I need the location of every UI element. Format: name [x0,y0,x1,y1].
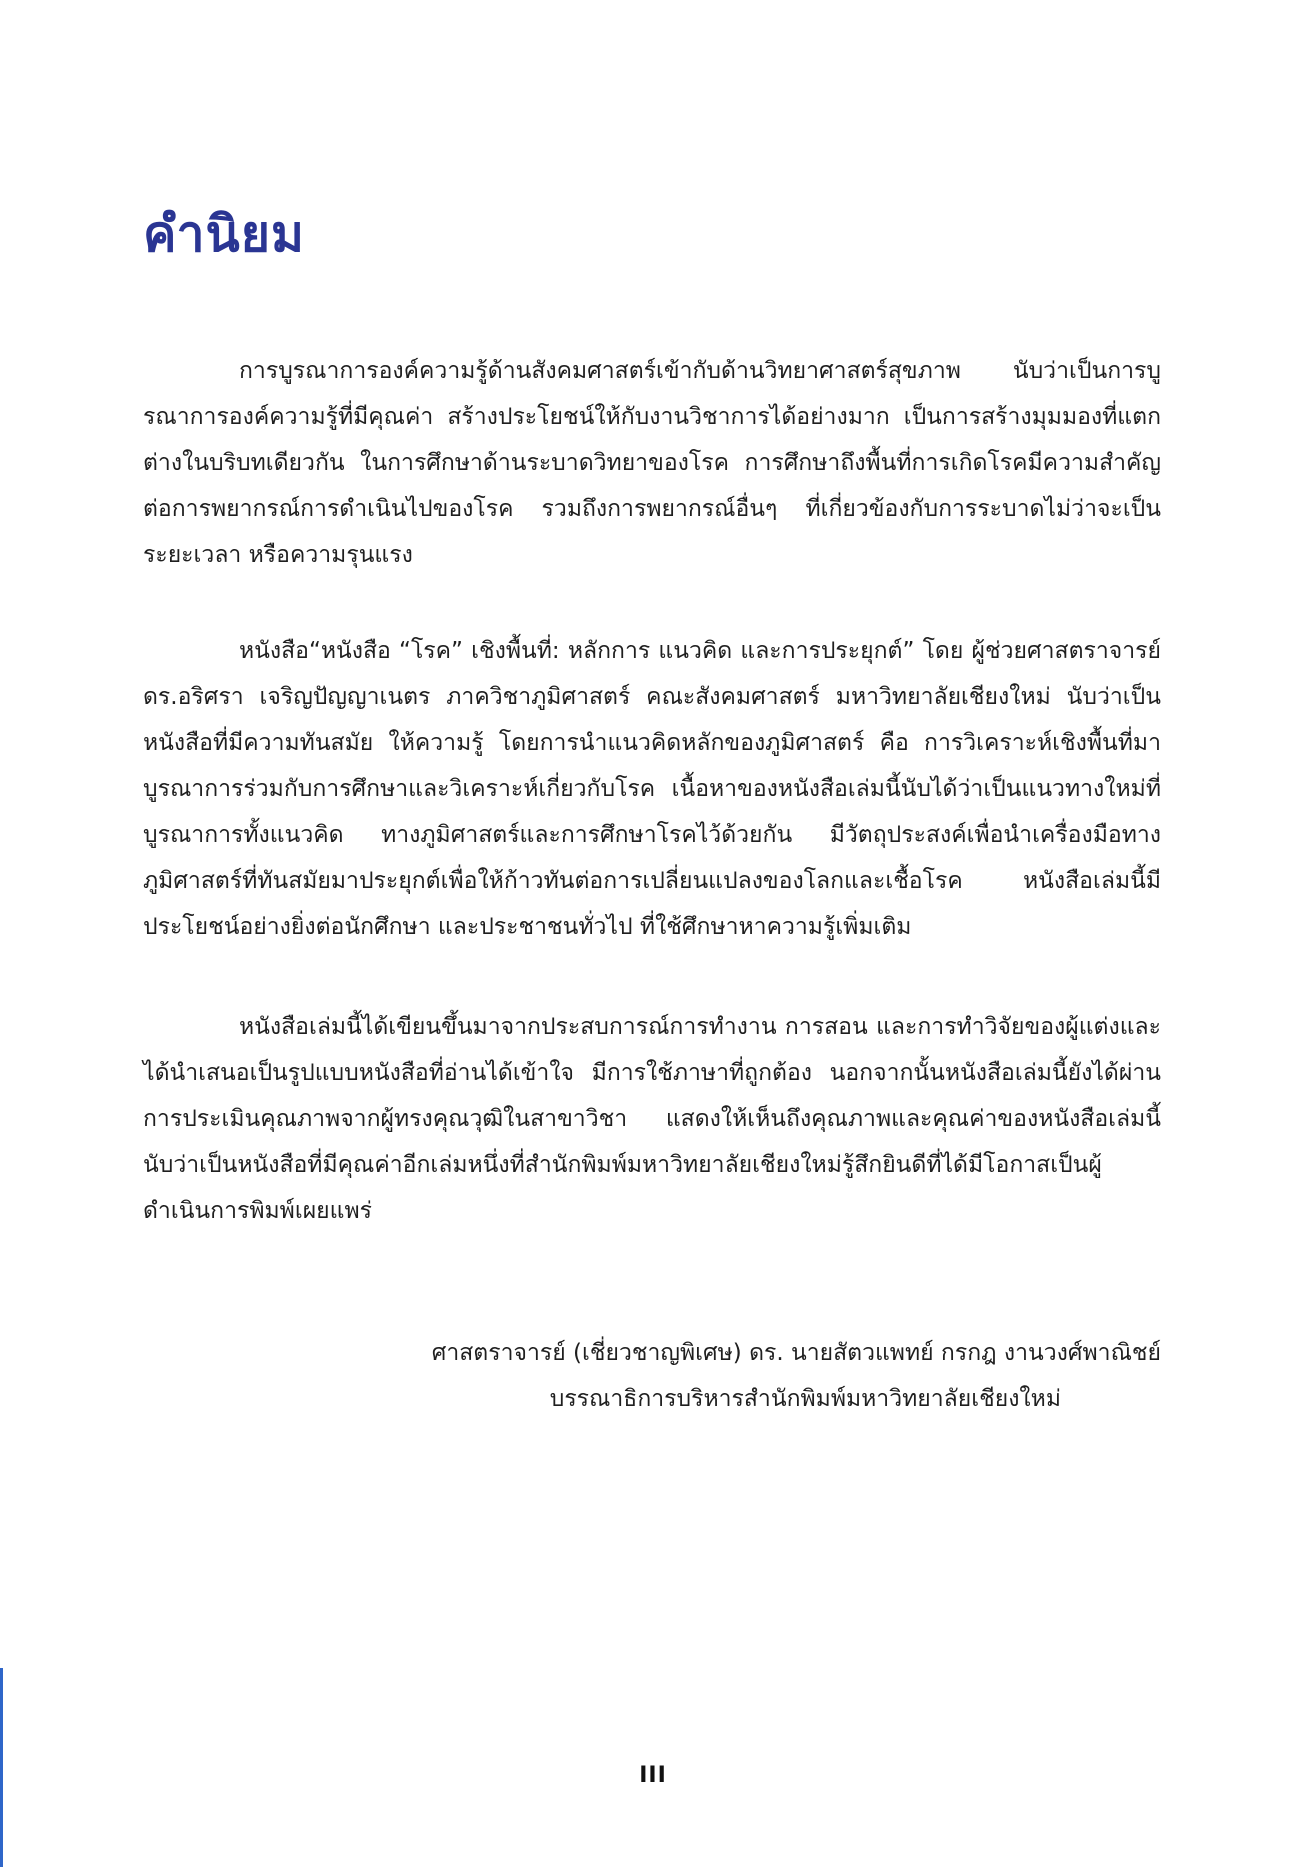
signatory-name: ศาสตราจารย์ (เชี่ยวชาญพิเศษ) ดร. นายสัตวแพทย์ กรกฎ งานวงศ์พาณิชย์ [431,1340,1161,1366]
foreword-paragraph-1 [143,348,1161,578]
page-number: III [639,1763,667,1788]
signature-block [261,1330,1161,1422]
foreword-paragraph-2 [143,628,1161,950]
paragraph-text: การบูรณาการองค์ความรู้ด้านสังคมศาสตร์เข้ากับด้านวิทยาศาสตร์สุขภาพ นับว่าเป็นการบูรณาการองค์ความรู้ที่มีคุณค่า สร้างประโยชน์ให้กับงานวิชาการได้อย่างมาก เป็นการสร้างมุมมองที่แตกต่างในบริบทเดียวกัน ในการศึกษาด้านระบาดวิทยาของโรค การศึกษาถึงพื้นที่การเกิดโรคมีความสำคัญต่อการพยากรณ์การดำเนินไปของโรค รวมถึงการพยากรณ์อื่นๆ ที่เกี่ยวข้องกับการระบาดไม่ว่าจะเป็นระยะเวลา หรือความรุนแรง [143,358,1161,568]
page-title: คำนิยม [143,205,305,263]
foreword-paragraph-3 [143,1004,1161,1234]
paragraph-text: หนังสือเล่มนี้ได้เขียนขึ้นมาจากประสบการณ์การทำงาน การสอน และการทำวิจัยของผู้แต่งและได้นำเสนอเป็นรูปแบบหนังสือที่อ่านได้เข้าใจ มีการใช้ภาษาที่ถูกต้อง นอกจากนั้นหนังสือเล่มนี้ยังได้ผ่านการประเมินคุณภาพจากผู้ทรงคุณวุฒิในสาขาวิชา แสดงให้เห็นถึงคุณภาพและคุณค่าของหนังสือเล่มนี้ นับว่าเป็นหนังสือที่มีคุณค่าอีกเล่มหนึ่งที่สำนักพิมพ์มหาวิทยาลัยเชียงใหม่รู้สึกยินดีที่ได้มีโอกาสเป็นผู้ดำเนินการพิมพ์เผยแพร่ [143,1014,1161,1224]
paragraph-text: หนังสือ“หนังสือ “โรค” เชิงพื้นที่: หลักการ แนวคิด และการประยุกต์” โดย ผู้ช่วยศาสตราจารย์ ดร.อริศรา เจริญปัญญาเนตร ภาควิชาภูมิศาสตร์ คณะสังคมศาสตร์ มหาวิทยาลัยเชียงใหม่ นับว่าเป็นหนังสือที่มีความทันสมัย ให้ความรู้ โดยการนำแนวคิดหลักของภูมิศาสตร์ คือ การวิเคราะห์เชิงพื้นที่มาบูรณาการร่วมกับการศึกษาและวิเคราะห์เกี่ยวกับโรค เนื้อหาของหนังสือเล่มนี้นับได้ว่าเป็นแนวทางใหม่ที่บูรณาการทั้งแนวคิด ทางภูมิศาสตร์และการศึกษาโรคไว้ด้วยกัน มีวัตถุประสงค์เพื่อนำเครื่องมือทางภูมิศาสตร์ที่ทันสมัยมาประยุกต์เพื่อให้ก้าวทันต่อการเปลี่ยนแปลงของโลกและเชื้อโรค หนังสือเล่มนี้มีประโยชน์อย่างยิ่งต่อนักศึกษา และประชาชนทั่วไป ที่ใช้ศึกษาหาความรู้เพิ่มเติม [143,638,1161,940]
signatory-position: บรรณาธิการบริหารสำนักพิมพ์มหาวิทยาลัยเชียงใหม่ [549,1386,1061,1412]
